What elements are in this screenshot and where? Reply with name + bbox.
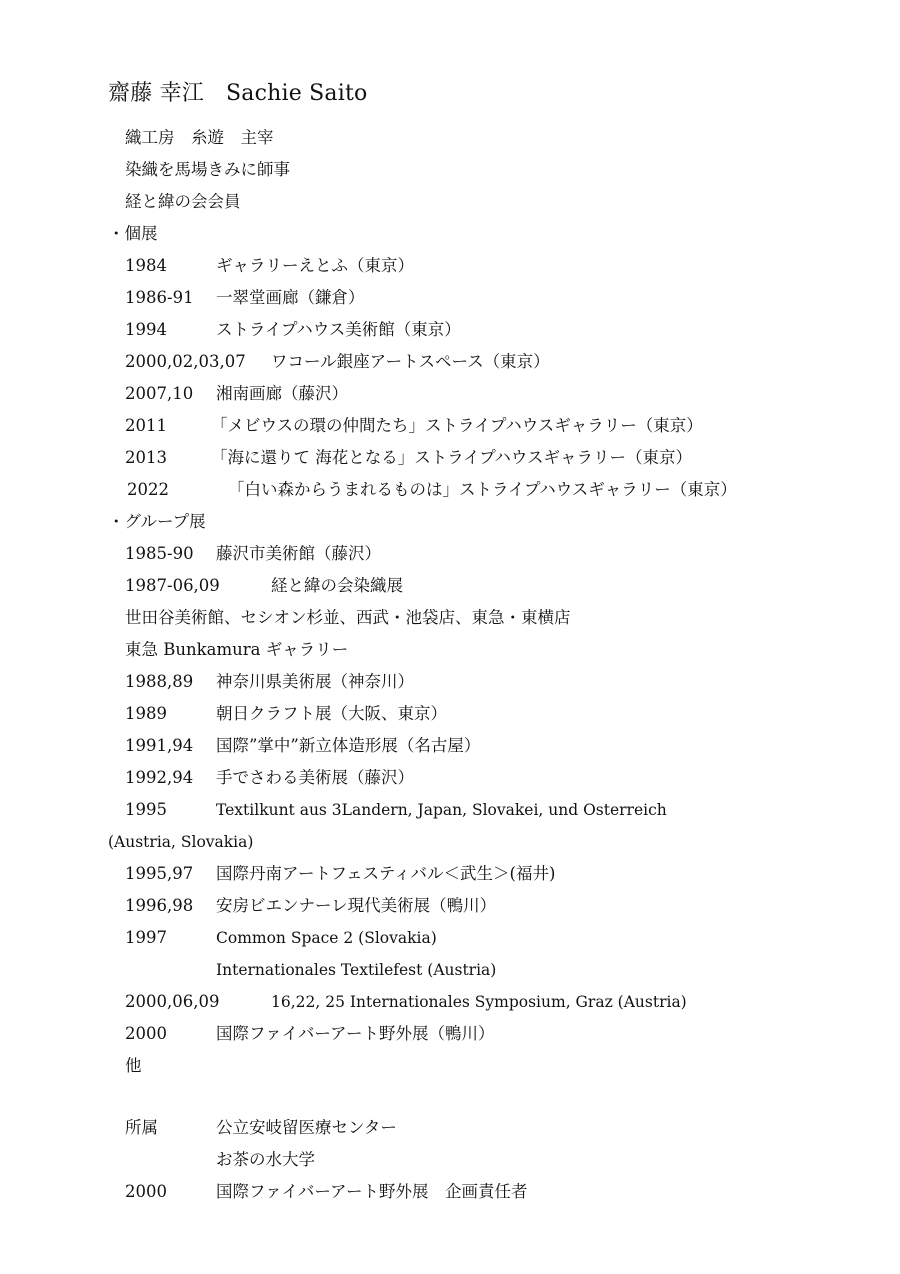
entry-text: 一翠堂画廊（鎌倉） — [216, 288, 365, 307]
list-item: 他 — [125, 1056, 142, 1075]
entry-year: 1988,89 — [125, 672, 194, 691]
page-title — [108, 76, 367, 107]
affiliation-label: 所属 — [125, 1118, 158, 1137]
entry-text: 「メビウスの環の仲間たち」ストライプハウスギャラリー（東京） — [211, 416, 703, 435]
list-item: (Austria, Slovakia) — [108, 833, 254, 851]
affiliation-item: お茶の水大学 — [216, 1150, 315, 1169]
entry-year: 2007,10 — [125, 384, 194, 403]
profile-line: 染織を馬場きみに師事 — [125, 160, 290, 179]
entry-text: 湘南画廊（藤沢） — [216, 384, 348, 403]
name-english: Sachie Saito — [226, 81, 368, 106]
entry-text: 神奈川県美術展（神奈川） — [216, 672, 414, 691]
entry-text: Common Space 2 (Slovakia) — [216, 929, 437, 947]
name-japanese: 齋藤 幸江 — [108, 81, 204, 106]
entry-year: 2000 — [125, 1024, 167, 1043]
list-item: Internationales Textilefest (Austria) — [216, 961, 497, 979]
entry-text: 「白い森からうまれるものは」ストライプハウスギャラリー（東京） — [228, 480, 737, 499]
entry-text: 国際丹南アートフェスティバル＜武生＞(福井) — [216, 864, 556, 883]
entry-year: 1989 — [125, 704, 167, 723]
profile-line: 織工房 糸遊 主宰 — [125, 128, 274, 147]
entry-year: 1995,97 — [125, 864, 194, 883]
entry-text: ギャラリーえとふ（東京） — [216, 256, 414, 275]
entry-text: ワコール銀座アートスペース（東京） — [271, 352, 550, 371]
entry-year: 1997 — [125, 928, 167, 947]
entry-text: 国際ファイバーアート野外展（鴨川） — [216, 1024, 495, 1043]
entry-text: 経と緯の会染織展 — [271, 576, 403, 595]
section-heading-group: ・グループ展 — [108, 512, 206, 531]
entry-text: 16,22, 25 Internationales Symposium, Graz (Austria) — [271, 993, 687, 1011]
list-item: 世田谷美術館、セシオン杉並、西武・池袋店、東急・東横店 — [125, 608, 571, 627]
entry-text: 手でさわる美術展（藤沢） — [216, 768, 414, 787]
entry-year: 1991,94 — [125, 736, 194, 755]
entry-year: 2013 — [125, 448, 167, 467]
entry-year: 2011 — [125, 416, 167, 435]
list-item: 東急 Bunkamura ギャラリー — [125, 640, 349, 659]
entry-year: 2000,06,09 — [125, 992, 220, 1011]
affiliation-item: 公立安岐留医療センター — [216, 1118, 397, 1137]
profile-line: 経と緯の会会員 — [125, 192, 241, 211]
entry-text: 「海に還りて 海花となる」ストライプハウスギャラリー（東京） — [211, 448, 692, 467]
entry-year: 2000,02,03,07 — [125, 352, 246, 371]
entry-year: 1996,98 — [125, 896, 194, 915]
section-heading-solo: ・個展 — [108, 224, 158, 243]
entry-text: 安房ビエンナーレ現代美術展（鴨川） — [216, 896, 497, 915]
entry-year: 2022 — [127, 480, 169, 499]
entry-year: 1987-06,09 — [125, 576, 220, 595]
entry-text: ストライプハウス美術館（東京） — [216, 320, 461, 339]
entry-year: 1992,94 — [125, 768, 194, 787]
entry-year: 2000 — [125, 1182, 167, 1201]
entry-year: 1984 — [125, 256, 167, 275]
entry-text: 国際”掌中”新立体造形展（名古屋） — [216, 736, 481, 755]
entry-year: 1994 — [125, 320, 167, 339]
entry-year: 1985-90 — [125, 544, 194, 563]
entry-text: 朝日クラフト展（大阪、東京） — [216, 704, 447, 723]
entry-text: 藤沢市美術館（藤沢） — [216, 544, 381, 563]
entry-year: 1986-91 — [125, 288, 194, 307]
entry-year: 1995 — [125, 800, 167, 819]
entry-text: Textilkunt aus 3Landern, Japan, Slovakei, und Osterreich — [216, 801, 667, 819]
affiliation-role: 国際ファイバーアート野外展 企画責任者 — [216, 1182, 528, 1201]
